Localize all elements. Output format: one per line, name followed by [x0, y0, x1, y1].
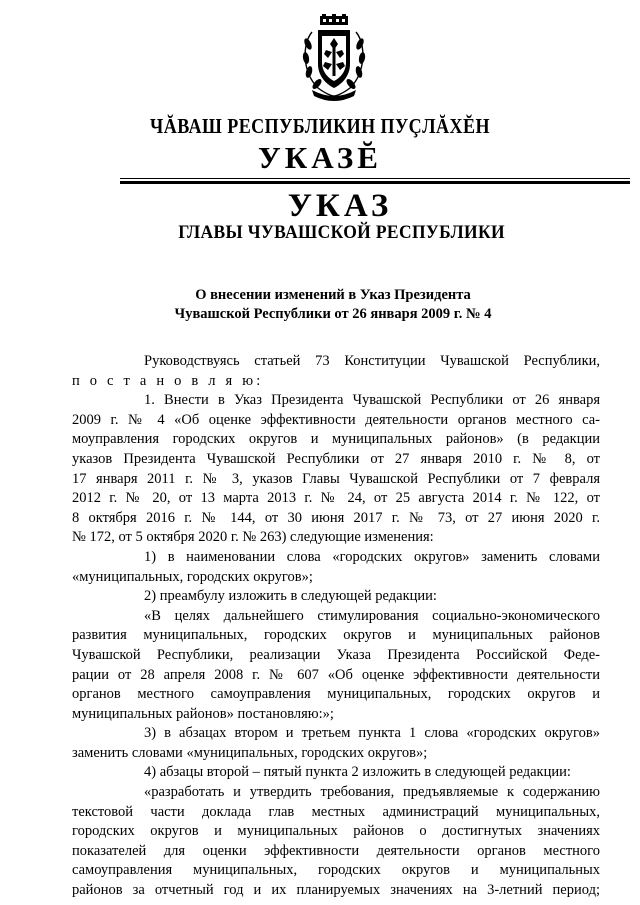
body-line: «муниципальных, городских округов»; [72, 568, 313, 585]
body-line: районов за отчетный год и их планируемых значениях на 3-летний период; [72, 882, 600, 899]
body-line: органов местного самоуправления муниципальных, городских округов и [72, 686, 600, 703]
body-line: муниципальных районов» постановляю:»; [72, 705, 334, 722]
body-line: 8 октября 2016 г. № 144, от 30 июня 2017 г. № 73, от 27 июня 2020 г. [72, 509, 600, 526]
header-divider-thin [120, 178, 630, 179]
body-line-postanovlyayu: п о с т а н о в л я ю: [72, 372, 264, 389]
body-line: 2009 г. № 4 «Об оценке эффективности деятельности органов местного са- [72, 411, 600, 428]
chuvash-decree-word: УКАЗĔ [258, 140, 382, 175]
decree-subject [0, 286, 640, 324]
decree-body [72, 352, 600, 901]
body-line: Руководствуясь статьей 73 Конституции Чувашской Республики, [144, 353, 600, 369]
body-line: № 172, от 5 октября 2020 г. № 263) следующие изменения: [72, 529, 434, 546]
body-line: показателей для оценки эффективности деятельности органов местного [72, 842, 600, 859]
body-line: 2012 г. № 20, от 13 марта 2013 г. № 24, от 25 августа 2014 г. № 122, от [72, 490, 600, 507]
decree-authority: ГЛАВЫ ЧУВАШСКОЙ РЕСПУБЛИКИ [178, 222, 505, 243]
body-line: «разработать и утвердить требования, предъявляемые к содержанию [144, 784, 600, 801]
coat-of-arms-icon [298, 14, 370, 102]
body-line: 2) преамбулу изложить в следующей редакции: [144, 588, 437, 605]
body-line: 3) в абзацах втором и третьем пункта 1 слова «городских округов» [144, 725, 600, 742]
subject-line: О внесении изменений в Указ Президента [195, 287, 471, 303]
body-line: заменить словами «муниципальных, городских округов»; [72, 744, 428, 761]
body-line: городских округов и муниципальных районов о достигнутых значениях [72, 823, 600, 840]
body-line: «В целях дальнейшего стимулирования социально-экономического [144, 607, 600, 624]
body-line: 1) в наименовании слова «городских округов» заменить словами [144, 548, 600, 565]
body-line: моуправления городских округов и муниципальных районов» (в редакции [72, 431, 600, 448]
header-divider-thick [120, 181, 630, 184]
russian-decree-word: УКАЗ [287, 188, 393, 224]
body-line: указов Президента Чувашской Республики от 27 января 2010 г. № 8, от [72, 450, 600, 467]
body-line: 17 января 2011 г. № 3, указов Главы Чувашской Республики от 7 февраля [72, 470, 600, 487]
body-line: 4) абзацы второй – пятый пункта 2 изложить в следующей редакции: [144, 764, 571, 781]
body-line: Чувашской Республики, реализации Указа Президента Российской Феде- [72, 646, 600, 663]
body-line: текстовой части доклада глав местных администраций муниципальных, [72, 803, 600, 820]
body-line: 1. Внести в Указ Президента Чувашской Республики от 26 января [144, 392, 600, 409]
chuvash-header-title: ЧĂВАШ РЕСПУБЛИКИН ПУÇЛĂХĔН [150, 114, 490, 138]
subject-line: Чувашской Республики от 26 января 2009 г. № 4 [174, 306, 492, 322]
body-line: рации от 28 апреля 2008 г. № 607 «Об оценке эффективности деятельности [72, 666, 600, 683]
body-line: самоуправления муниципальных, городских округов и муниципальных [72, 862, 600, 879]
body-line: развития муниципальных, городских округов и муниципальных районов [72, 627, 600, 644]
